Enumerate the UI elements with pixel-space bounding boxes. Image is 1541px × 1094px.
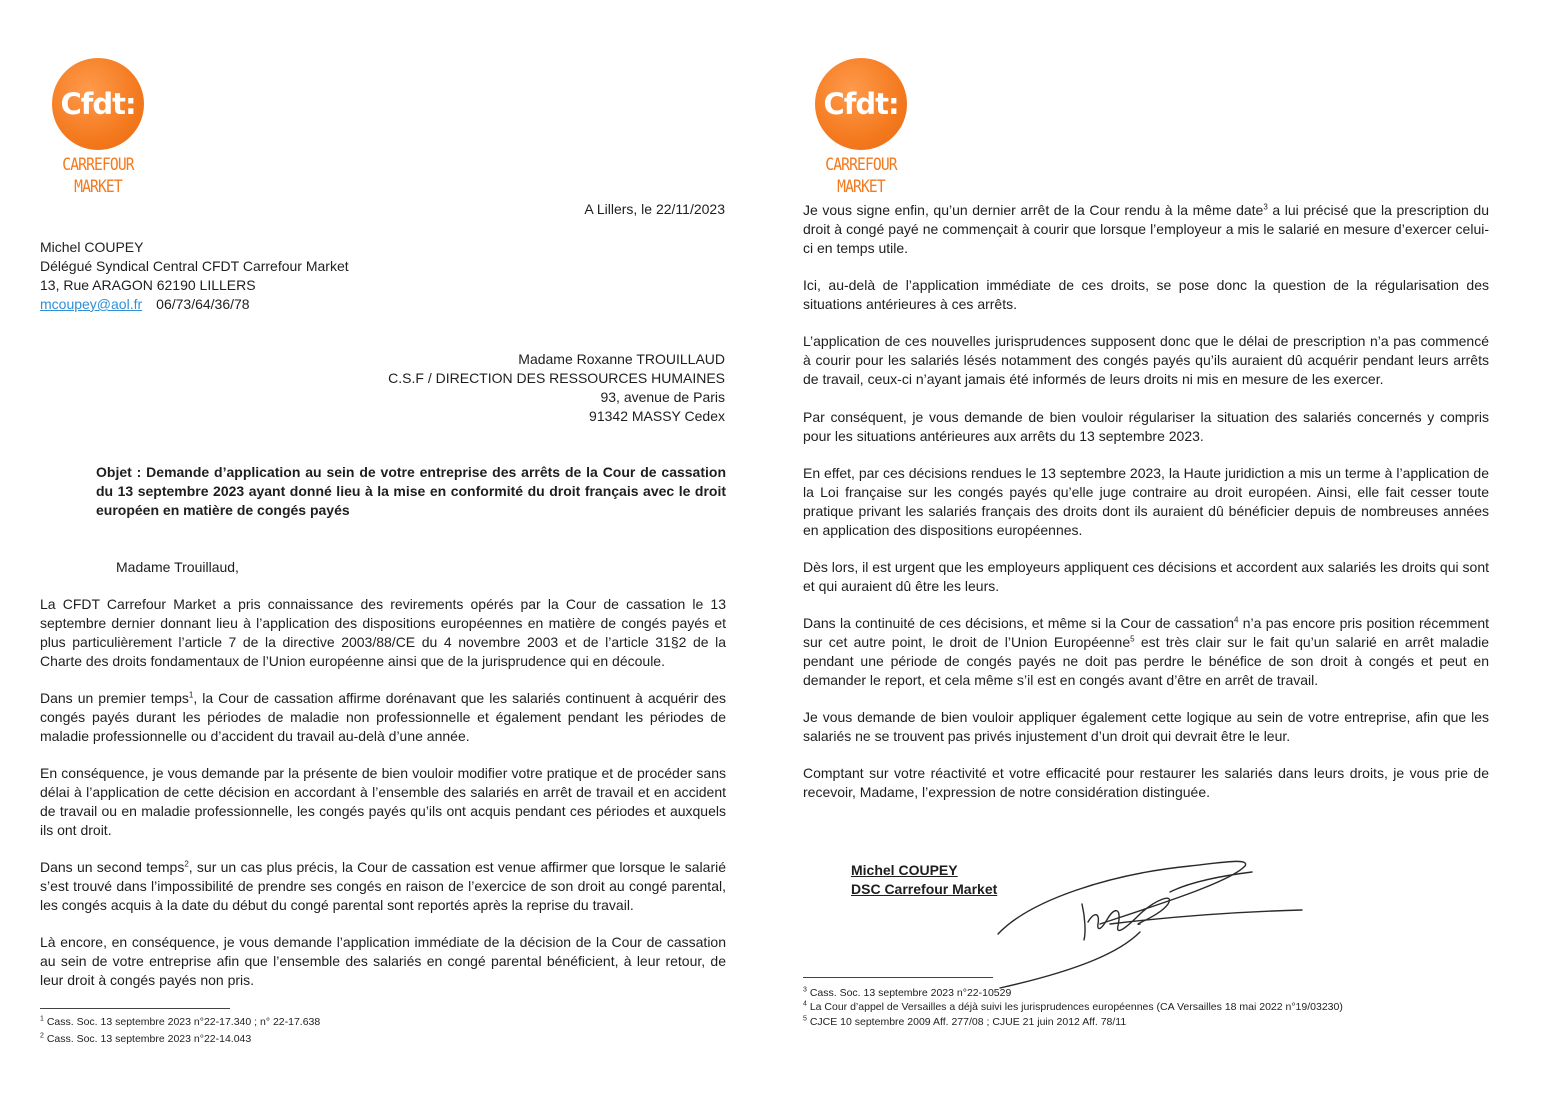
- letter-subject: Objet : Demande d’application au sein de votre entreprise des arrêts de la Cour de cassation du 13 septembre 2023 ayant donné lieu à la mise en conformité du droit français avec le droit européen en matière de congés payés: [96, 464, 726, 518]
- footnote-1: $^1$ Cass. Soc. 13 septembre 2023 n°22-17.340 ; n° 22-17.638: [40, 1015, 321, 1028]
- paragraph-14: Comptant sur votre réactivité et votre efficacité pour restaurer les salariés dans leurs droits, je vous prie de recevoir, Madame, l’expression de notre considération distinguée.: [803, 765, 1489, 800]
- sender-name: Michel COUPEY: [40, 239, 144, 255]
- footnote-ref-4: 4: [1234, 615, 1239, 625]
- footnote-2: $^2$ Cass. Soc. 13 septembre 2023 n°22-14.043: [40, 1032, 252, 1045]
- paragraph-11: Dès lors, il est urgent que les employeurs appliquent ces décisions et accordent aux salariés les droits qui sont et qui auraient dû être les leurs.: [803, 559, 1489, 594]
- footnote-5: $^5$ CJCE 10 septembre 2009 Aff. 277/08 ; CJUE 21 juin 2012 Aff. 78/11: [803, 1015, 1127, 1028]
- recipient-block: [300, 350, 725, 426]
- salutation: Madame Trouillaud,: [116, 559, 239, 575]
- paragraph-13: Je vous demande de bien vouloir appliquer également cette logique au sein de votre entreprise, afin que les salariés ne se trouvent pas privés injustement d’un droit qui devrait être le leur.: [803, 709, 1489, 744]
- paragraph-7: Ici, au-delà de l’application immédiate de ces droits, se pose donc la question de la régularisation des situations antérieures à ces arrêts.: [803, 277, 1489, 312]
- paragraph-12: Dans la continuité de ces décisions, et même si la Cour de cassation$^4$ n’a pas encore pris position récemment sur cet autre point, le droit de l’Union Européenne$^5$ est très clair sur le fait qu’un salarié en arrêt maladie pendant une période de congés payés ne doit pas perdre le bénéfice de son droit à congés et peut en demander le report, et cela même s’il est en congés avant d’être en arrêt de travail.: [803, 615, 1489, 688]
- footnote-ref-5: 5: [1130, 634, 1135, 644]
- footnote-3: $^3$ Cass. Soc. 13 septembre 2023 n°22-10529: [803, 986, 1012, 999]
- footnote-divider: [803, 977, 993, 978]
- paragraph-4: Dans un second temps$^2$, sur un cas plus précis, la Cour de cassation est venue affirmer que lorsque le salarié s’est trouvé dans l’impossibilité de prendre ses congés en raison de l’exercice de son droit au congé parental, les congés acquis à la date du début du congé parental sont reportés après la reprise du travail.: [40, 859, 727, 913]
- footnote-divider: [40, 1008, 230, 1009]
- footnote-4: $^4$ La Cour d’appel de Versailles a déjà suivi les jurisprudences européennes (CA Versailles 18 mai 2022 n°19/03230): [803, 1000, 1343, 1013]
- paragraph-8: L’application de ces nouvelles jurisprudences supposent donc que le délai de prescription n’a pas commencé à courir pour les salariés lésés notamment des congés payés qu’ils auraient dû acquérir pendant leurs arrêts de travail, ceux-ci n’ayant jamais été informés de leurs droits ni mis en mesure de les exercer.: [803, 333, 1489, 387]
- footnote-ref-2: 2: [184, 859, 189, 869]
- sender-address: 13, Rue ARAGON 62190 LILLERS: [40, 277, 256, 293]
- cfdt-logo-text: CARREFOUR MARKET: [825, 155, 897, 197]
- sender-title: Délégué Syndical Central CFDT Carrefour Market: [40, 258, 349, 274]
- signatory-name: Michel COUPEY: [851, 862, 958, 878]
- paragraph-9: Par conséquent, je vous demande de bien vouloir régulariser la situation des salariés concernés y compris pour les situations antérieures aux arrêts du 13 septembre 2023.: [803, 409, 1489, 444]
- footnote-ref-1: 1: [188, 690, 194, 700]
- letter-page-1: [0, 0, 770, 1094]
- paragraph-2: Dans un premier temps$^1$, la Cour de cassation affirme dorénavant que les salariés continuent à acquérir des congés payés durant les périodes de maladie non professionnelle et également pendant les périodes de maladie professionnelle ou d’accident du travail au-delà d’une année.: [40, 690, 726, 744]
- footnote-ref-3: 3: [1263, 202, 1268, 212]
- sender-block: [40, 238, 460, 314]
- recipient-city: 91342 MASSY Cedex: [589, 408, 725, 424]
- cfdt-logo-text: CARREFOUR MARKET: [62, 155, 134, 197]
- cfdt-logo-mark: Cfdt:: [815, 58, 907, 150]
- sender-email-link[interactable]: mcoupey@aol.fr: [40, 296, 143, 312]
- handwritten-signature: [990, 852, 1310, 992]
- paragraph-3: En conséquence, je vous demande par la présente de bien vouloir modifier votre pratique et de procéder sans délai à l’application de cette décision en accordant à l’ensemble des salariés en arrêt de travail et en accident de travail ou en maladie professionnelle, les congés payés qu’ils ont acquis pendant ces périodes et auxquels ils ont droit.: [40, 765, 726, 838]
- recipient-street: 93, avenue de Paris: [600, 389, 725, 405]
- paragraph-6: Je vous signe enfin, qu’un dernier arrêt de la Cour rendu à la même date$^3$ a lui précisé que la prescription du droit à congé payé ne commençait à courir que lorsque l’employeur a mis le salarié en mesure d’exercer celui-ci en temps utile.: [803, 202, 1489, 256]
- paragraph-5: Là encore, en conséquence, je vous demande l’application immédiate de la décision de la Cour de cassation au sein de votre entreprise afin que l’ensemble des salariés en congé parental bénéficient, à leur retour, de leur droit à congés payés non pris.: [40, 934, 726, 988]
- letter-date: A Lillers, le 22/11/2023: [584, 201, 725, 217]
- paragraph-10: En effet, par ces décisions rendues le 13 septembre 2023, la Haute juridiction a mis un terme à l’application de la Loi française sur les congés payés qu’elle juge contraire au droit européen. Ainsi, elle fait cesser toute pratique privant les salariés français des droits dont ils auraient dû bénéficier depuis de nombreuses années en application des dispositions européennes.: [803, 465, 1489, 538]
- sender-phone: 06/73/64/36/78: [156, 296, 250, 312]
- cfdt-logo-mark: Cfdt:: [52, 58, 144, 150]
- recipient-name: Madame Roxanne TROUILLAUD: [518, 351, 725, 367]
- paragraph-1: La CFDT Carrefour Market a pris connaissance des revirements opérés par la Cour de cassation le 13 septembre dernier donnant lieu à l’application des dispositions européennes en matière de congés payés et plus particulièrement l’article 7 de la directive 2003/88/CE du 4 novembre 2003 et de l’article 31§2 de la Charte des droits fondamentaux de l’Union européenne ainsi que de la jurisprudence qui en découle.: [40, 596, 726, 669]
- signatory-title: DSC Carrefour Market: [851, 881, 998, 897]
- recipient-department: C.S.F / DIRECTION DES RESSOURCES HUMAINES: [388, 370, 725, 386]
